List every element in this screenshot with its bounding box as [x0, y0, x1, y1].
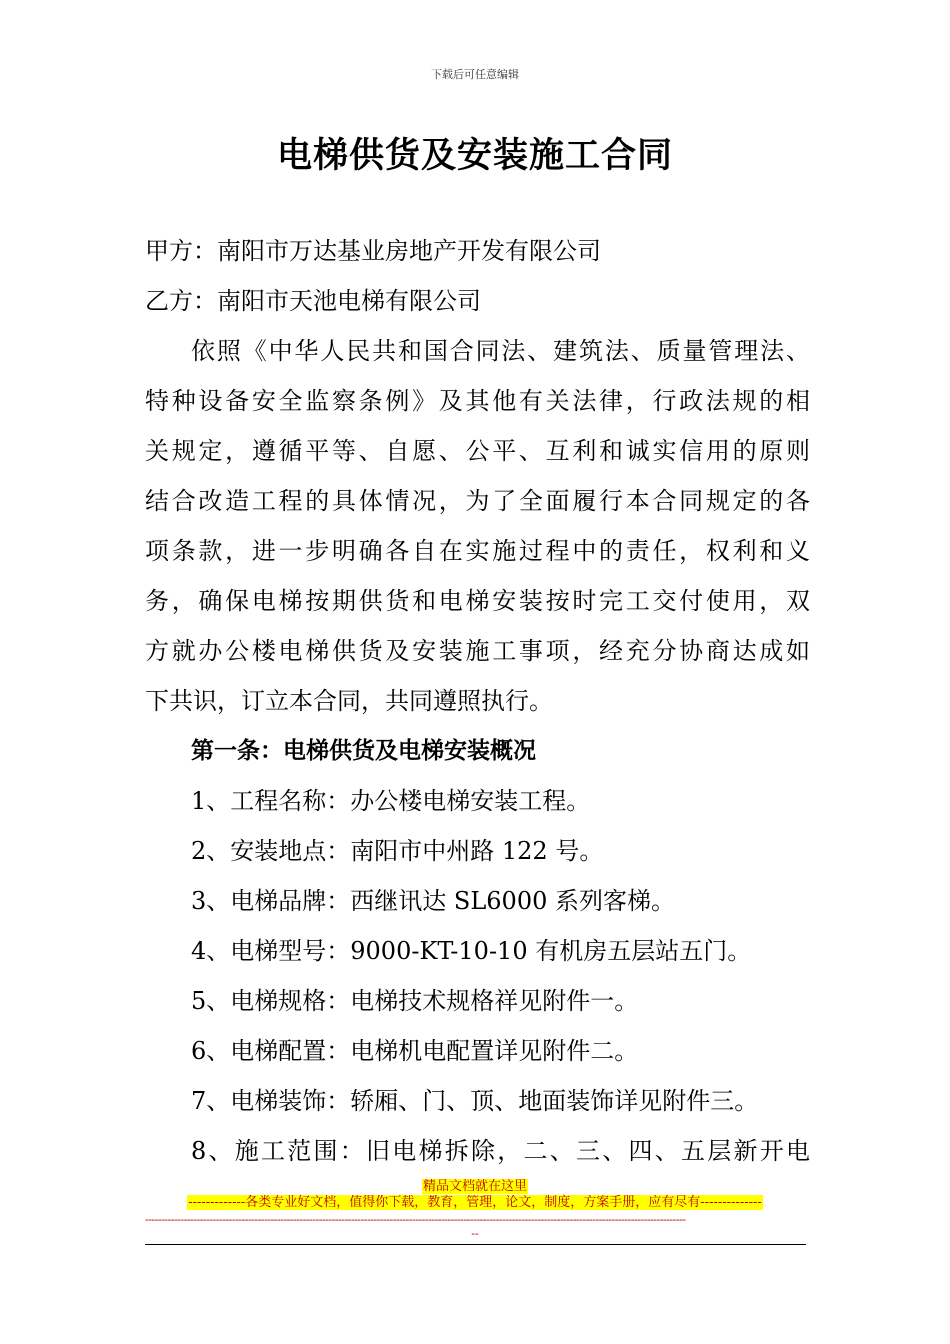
footer-dash-end: --: [471, 1227, 479, 1240]
list-item: 1、工程名称：办公楼电梯安装工程。: [191, 787, 591, 815]
footer-banner-text: -------------各类专业好文档，值得你下载，教育，管理，论文，制度，方案手册，应有尽有--------------: [188, 1195, 762, 1210]
footer-rule: [145, 1244, 806, 1245]
footer-dash-line: ------------------------------------------------------------------------------------------------------------------------------------------------------------------------: [145, 1214, 686, 1226]
document-body: [145, 226, 810, 1176]
section-heading: 第一条：电梯供货及电梯安装概况: [191, 738, 536, 764]
party-a: 甲方：南阳市万达基业房地产开发有限公司: [145, 237, 601, 265]
list-item: 2、安装地点：南阳市中州路 122 号。: [191, 837, 604, 865]
list-item: 6、电梯配置：电梯机电配置详见附件二。: [191, 1037, 639, 1065]
footer-banner-title: 精品文档就在这里: [422, 1179, 527, 1194]
document-title: 电梯供货及安装施工合同: [276, 136, 673, 176]
list-item: 8、施工范围：旧电梯拆除，二、三、四、五层新开电: [191, 1137, 810, 1165]
intro-line: 项条款，进一步明确各自在实施过程中的责任，权利和义: [145, 537, 810, 565]
intro-line: 下共识，订立本合同，共同遵照执行。: [145, 687, 553, 715]
intro-line: 结合改造工程的具体情况，为了全面履行本合同规定的各: [145, 487, 810, 515]
intro-line: 方就办公楼电梯供货及安装施工事项，经充分协商达成如: [145, 637, 810, 665]
list-item: 7、电梯装饰：轿厢、门、顶、地面装饰详见附件三。: [191, 1087, 759, 1115]
intro-line: 务，确保电梯按期供货和电梯安装按时完工交付使用，双: [145, 587, 810, 615]
intro-line: 依照《中华人民共和国合同法、建筑法、质量管理法、: [191, 337, 810, 365]
intro-line: 特种设备安全监察条例》及其他有关法律，行政法规的相: [145, 387, 810, 415]
list-item: 5、电梯规格：电梯技术规格祥见附件一。: [191, 987, 639, 1015]
list-item: 4、电梯型号：9000-KT-10-10 有机房五层站五门。: [191, 937, 752, 965]
intro-line: 关规定，遵循平等、自愿、公平、互利和诚实信用的原则: [145, 437, 810, 465]
list-item: 3、电梯品牌：西继讯达 SL6000 系列客梯。: [191, 887, 675, 915]
footer-banner: [0, 1179, 950, 1210]
header-note: 下载后可任意编辑: [431, 68, 519, 81]
party-b: 乙方：南阳市天池电梯有限公司: [145, 287, 481, 315]
